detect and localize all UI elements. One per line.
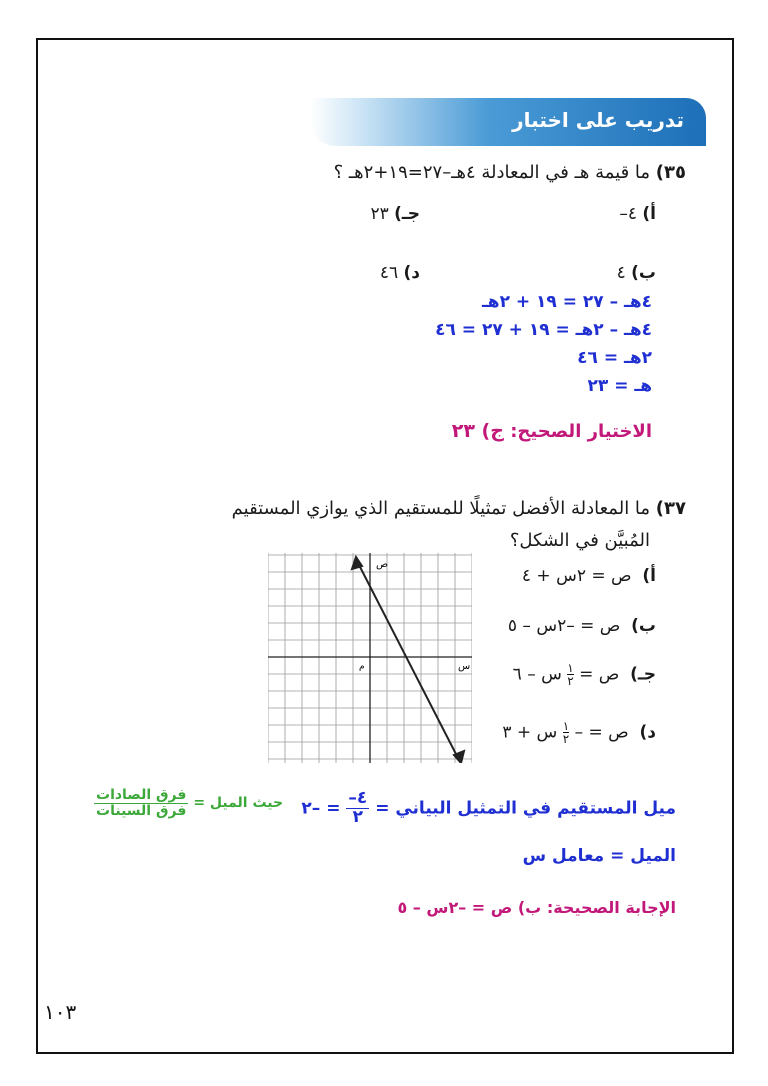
slope-note-label: حيث الميل = — [193, 795, 284, 812]
option-d[interactable] — [502, 720, 656, 745]
option-equation-pre: ص = — [579, 664, 620, 685]
line-graph — [268, 553, 472, 763]
section-banner — [310, 98, 706, 146]
option-c[interactable] — [370, 204, 420, 224]
y-axis-label: ص — [376, 559, 389, 570]
banner-title: تدريب على اختبار — [512, 108, 684, 132]
option-fraction — [567, 662, 573, 687]
option-letter: أ) — [642, 204, 656, 224]
option-value: ٤ — [616, 263, 626, 283]
option-b[interactable] — [617, 263, 656, 283]
slope-coefficient: الميل = معامل س — [522, 846, 676, 866]
origin-label: م — [359, 662, 365, 672]
answer-label: الإجابة الصحيحة: — [546, 898, 676, 917]
q35-answer — [452, 420, 652, 442]
question-37 — [232, 498, 686, 519]
fraction-top: ١ — [567, 661, 574, 675]
plotted-line — [352, 557, 464, 763]
slope-note — [94, 788, 283, 818]
option-a[interactable] — [619, 204, 656, 224]
option-equation-pre: ص = – — [574, 722, 629, 743]
question-text: ما قيمة هـ في المعادلة ٤هـ–٢٧=١٩+٢هـ ؟ — [333, 162, 651, 183]
fraction-bottom: ٢ — [567, 674, 574, 688]
option-fraction — [563, 720, 569, 745]
slope-result: = –٢ — [301, 798, 341, 819]
answer-label: الاختيار الصحيح: — [510, 421, 652, 442]
option-value: ٢٣ — [370, 204, 389, 224]
solution-step-2: ٤هـ – ٢هـ = ١٩ + ٢٧ = ٤٦ — [435, 320, 652, 340]
slope-note-fraction — [94, 788, 188, 818]
option-letter: د) — [639, 722, 656, 743]
option-equation-post: س + ٣ — [502, 722, 558, 743]
question-number: ٣٧) — [655, 498, 686, 519]
fraction-bottom: ٢ — [562, 732, 570, 746]
option-equation: ص = ٢س + ٤ — [521, 566, 632, 586]
solution-step-3: ٢هـ = ٤٦ — [577, 348, 652, 368]
option-letter: جـ) — [630, 664, 656, 685]
option-letter: ب) — [631, 616, 656, 636]
option-letter: جـ) — [394, 204, 420, 224]
option-equation-post: س – ٦ — [512, 664, 562, 685]
question-35 — [334, 162, 686, 183]
fraction-top: ١ — [562, 719, 570, 733]
option-d[interactable] — [380, 263, 420, 283]
answer-value: ج) ٢٣ — [451, 420, 504, 442]
option-value: ٤٦ — [379, 263, 399, 283]
slope-fraction — [346, 790, 369, 827]
fraction-bottom: ٢ — [352, 806, 364, 827]
slope-line — [301, 790, 676, 827]
solution-step-4: هـ = ٢٣ — [587, 376, 652, 396]
option-a[interactable] — [522, 566, 656, 586]
option-c[interactable] — [513, 662, 656, 687]
q37-answer — [397, 898, 676, 917]
option-letter: ب) — [631, 263, 656, 283]
option-value: ٤– — [619, 204, 637, 224]
option-equation: ص = –٢س – ٥ — [507, 616, 621, 636]
fraction-top: ٤– — [348, 788, 368, 808]
question-text-line2: المُبيَّن في الشكل؟ — [509, 530, 650, 551]
slope-text: ميل المستقيم في التمثيل البياني = — [375, 798, 676, 819]
fraction-top: فرق الصادات — [96, 787, 187, 803]
solution-step-1: ٤هـ – ٢٧ = ١٩ + ٢هـ — [481, 292, 652, 312]
answer-value: ب) ص = –٢س – ٥ — [397, 898, 542, 917]
question-text-line1: ما المعادلة الأفضل تمثيلًا للمستقيم الذي يوازي المستقيم — [231, 498, 651, 519]
question-number: ٣٥) — [655, 162, 686, 183]
fraction-bottom: فرق السينات — [96, 802, 187, 819]
option-letter: د) — [403, 263, 420, 283]
x-axis-label: س — [458, 661, 471, 672]
option-letter: أ) — [642, 566, 656, 586]
option-b[interactable] — [508, 616, 656, 636]
page-number: ١٠٣ — [44, 1000, 77, 1024]
